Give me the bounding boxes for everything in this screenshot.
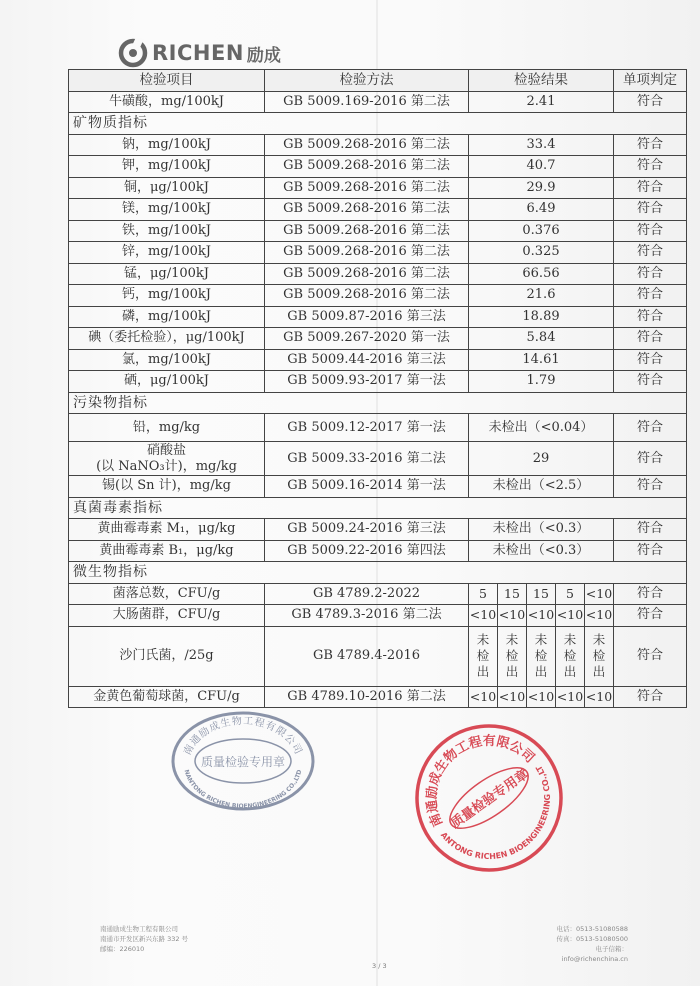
item-cell: 金黄色葡萄球菌，CFU/g [69,686,265,708]
result-cell: 未 检 出 [585,626,614,686]
table-row [69,156,687,178]
quality-seal-gray [168,708,318,814]
table-row [69,540,687,562]
richen-logo-icon [118,38,148,68]
quality-seal-red [410,718,568,878]
footer-phone: 电话：0513-51080588 [556,925,628,933]
result-cell: 未 检 出 [527,626,556,686]
table-row [69,476,687,498]
result-cell: <10 [556,605,585,627]
item-cell: 铅，mg/kg [69,414,265,442]
result-cell: 40.7 [469,156,614,178]
result-cell: <10 [585,583,614,605]
item-cell: 钾，mg/100kJ [69,156,265,178]
footer-postcode: 邮编：226010 [100,945,145,953]
method-cell: GB 5009.268-2016 第二法 [265,156,469,178]
verdict-cell: 符合 [614,442,687,476]
result-cell: <10 [556,686,585,708]
item-cell: 黄曲霉毒素 B₁，μg/kg [69,540,265,562]
result-cell: 未检出（<0.3） [469,540,614,562]
inspection-table [68,69,687,708]
verdict-cell: 符合 [614,605,687,627]
table-row [69,626,687,686]
item-cell: 黄曲霉毒素 M₁，μg/kg [69,519,265,541]
result-cell: 18.89 [469,306,614,328]
footer-right [536,924,628,964]
item-cell: 沙门氏菌，/25g [69,626,265,686]
item-cell: 菌落总数，CFU/g [69,583,265,605]
verdict-cell: 符合 [614,583,687,605]
verdict-cell: 符合 [614,263,687,285]
method-cell: GB 5009.268-2016 第二法 [265,199,469,221]
result-cell: 未 检 出 [556,626,585,686]
result-cell: <10 [469,605,498,627]
result-cell: <10 [498,686,527,708]
method-cell: GB 5009.268-2016 第二法 [265,285,469,307]
item-cell: 铁，mg/100kJ [69,220,265,242]
result-cell: <10 [585,686,614,708]
footer-fax: 传真：0513-51080500 [556,935,628,943]
result-cell: 1.79 [469,371,614,393]
result-cell: 0.376 [469,220,614,242]
verdict-cell: 符合 [614,242,687,264]
method-cell: GB 4789.3-2016 第二法 [265,605,469,627]
result-cell: <10 [469,686,498,708]
logo-brand-cn: 励成 [246,45,281,66]
item-cell: 氯，mg/100kJ [69,349,265,371]
section-row [69,497,687,519]
verdict-cell: 符合 [614,414,687,442]
method-cell: GB 5009.169-2016 第二法 [265,91,469,113]
verdict-cell: 符合 [614,519,687,541]
footer-left [100,924,188,954]
result-cell: 未 检 出 [498,626,527,686]
result-cell: 未检出（<0.04） [469,414,614,442]
method-cell: GB 5009.16-2014 第一法 [265,476,469,498]
result-cell: 未检出（<0.3） [469,519,614,541]
verdict-cell: 符合 [614,285,687,307]
table-row [69,349,687,371]
table-row [69,686,687,708]
item-cell [69,442,265,476]
result-cell: <10 [498,605,527,627]
method-cell: GB 5009.268-2016 第二法 [265,177,469,199]
footer-email: 电子信箱：info@richenchina.cn [561,945,628,963]
table-row [69,242,687,264]
method-cell: GB 5009.268-2016 第二法 [265,220,469,242]
section-row [69,113,687,135]
header-method: 检验方法 [265,70,469,92]
method-cell: GB 5009.268-2016 第二法 [265,242,469,264]
method-cell: GB 5009.24-2016 第三法 [265,519,469,541]
method-cell: GB 4789.2-2022 [265,583,469,605]
method-cell: GB 5009.33-2016 第二法 [265,442,469,476]
item-line1: 硝酸盐 [146,442,186,458]
method-cell: GB 4789.10-2016 第二法 [265,686,469,708]
method-cell: GB 5009.22-2016 第四法 [265,540,469,562]
seal-company-text: 南通励成生物工程有限公司 [424,733,538,829]
section-row [69,562,687,584]
method-cell: GB 4789.4-2016 [265,626,469,686]
section-title: 污染物指标 [69,392,687,414]
verdict-cell: 符合 [614,686,687,708]
verdict-cell: 符合 [614,306,687,328]
result-cell: 5.84 [469,328,614,350]
item-cell: 磷，mg/100kJ [69,306,265,328]
method-cell: GB 5009.93-2017 第一法 [265,371,469,393]
result-cell: 33.4 [469,134,614,156]
item-line2: (以 NaNO₃计)，mg/kg [96,458,237,474]
item-cell: 镁，mg/100kJ [69,199,265,221]
method-cell: GB 5009.268-2016 第二法 [265,134,469,156]
verdict-cell: 符合 [614,476,687,498]
footer-address: 南通市开发区新兴东路 332 号 [100,935,189,943]
section-title: 真菌毒素指标 [69,497,687,519]
result-cell: 14.61 [469,349,614,371]
verdict-cell: 符合 [614,328,687,350]
table-row [69,263,687,285]
table-row [69,220,687,242]
item-cell: 锡(以 Sn 计)，mg/kg [69,476,265,498]
table-row [69,285,687,307]
section-row [69,392,687,414]
result-cell: 66.56 [469,263,614,285]
seal-label: 质量检验专用章 [200,755,286,769]
result-cell: <10 [585,605,614,627]
table-row [69,91,687,113]
result-cell: 5 [556,583,585,605]
result-cell: 5 [469,583,498,605]
result-cell: 29 [469,442,614,476]
logo-brand: RICHEN [152,41,244,65]
item-cell: 锰，μg/100kJ [69,263,265,285]
item-cell: 钙，mg/100kJ [69,285,265,307]
result-cell: 6.49 [469,199,614,221]
table-row [69,583,687,605]
table-row [69,519,687,541]
verdict-cell: 符合 [614,220,687,242]
header-result: 检验结果 [469,70,614,92]
table-row [69,605,687,627]
verdict-cell: 符合 [614,349,687,371]
item-cell: 硒，μg/100kJ [69,371,265,393]
seal-company-text: 南通励成生物工程有限公司 [182,715,304,757]
item-cell: 钠，mg/100kJ [69,134,265,156]
header-verdict: 单项判定 [614,70,687,92]
company-logo [118,38,281,68]
table-row [69,328,687,350]
item-cell: 碘（委托检验），μg/100kJ [69,328,265,350]
item-cell: 牛磺酸，mg/100kJ [69,91,265,113]
table-row [69,134,687,156]
method-cell: GB 5009.12-2017 第一法 [265,414,469,442]
item-cell: 大肠菌群，CFU/g [69,605,265,627]
seal-label: 质量检验专用章 [448,766,532,832]
footer-company: 南通励成生物工程有限公司 [100,925,178,933]
method-cell: GB 5009.87-2016 第三法 [265,306,469,328]
result-cell: 2.41 [469,91,614,113]
verdict-cell: 符合 [614,91,687,113]
section-title: 矿物质指标 [69,113,687,135]
table-row [69,442,687,476]
result-cell: <10 [527,605,556,627]
result-cell: 21.6 [469,285,614,307]
table-row [69,199,687,221]
header-item: 检验项目 [69,70,265,92]
verdict-cell: 符合 [614,626,687,686]
result-cell: 15 [527,583,556,605]
result-cell: 29.9 [469,177,614,199]
method-cell: GB 5009.268-2016 第二法 [265,263,469,285]
result-cell: <10 [527,686,556,708]
method-cell: GB 5009.44-2016 第三法 [265,349,469,371]
verdict-cell: 符合 [614,134,687,156]
page-number: 3 / 3 [372,962,387,970]
section-title: 微生物指标 [69,562,687,584]
result-cell: 0.325 [469,242,614,264]
verdict-cell: 符合 [614,371,687,393]
table-row [69,371,687,393]
table-header-row [69,70,687,92]
item-cell: 锌，mg/100kJ [69,242,265,264]
verdict-cell: 符合 [614,156,687,178]
verdict-cell: 符合 [614,199,687,221]
table-row [69,414,687,442]
verdict-cell: 符合 [614,177,687,199]
result-cell: 未 检 出 [469,626,498,686]
result-cell: 15 [498,583,527,605]
seal-english-text: NANTONG RICHEN BIOENGINEERING CO.,LTD [182,768,304,811]
result-cell: 未检出（<2.5） [469,476,614,498]
method-cell: GB 5009.267-2020 第一法 [265,328,469,350]
seal-english-text: NANTONG RICHEN BIOENGINEERING CO.,LTD [438,763,553,862]
verdict-cell: 符合 [614,540,687,562]
table-row [69,306,687,328]
item-cell: 铜，μg/100kJ [69,177,265,199]
table-row [69,177,687,199]
